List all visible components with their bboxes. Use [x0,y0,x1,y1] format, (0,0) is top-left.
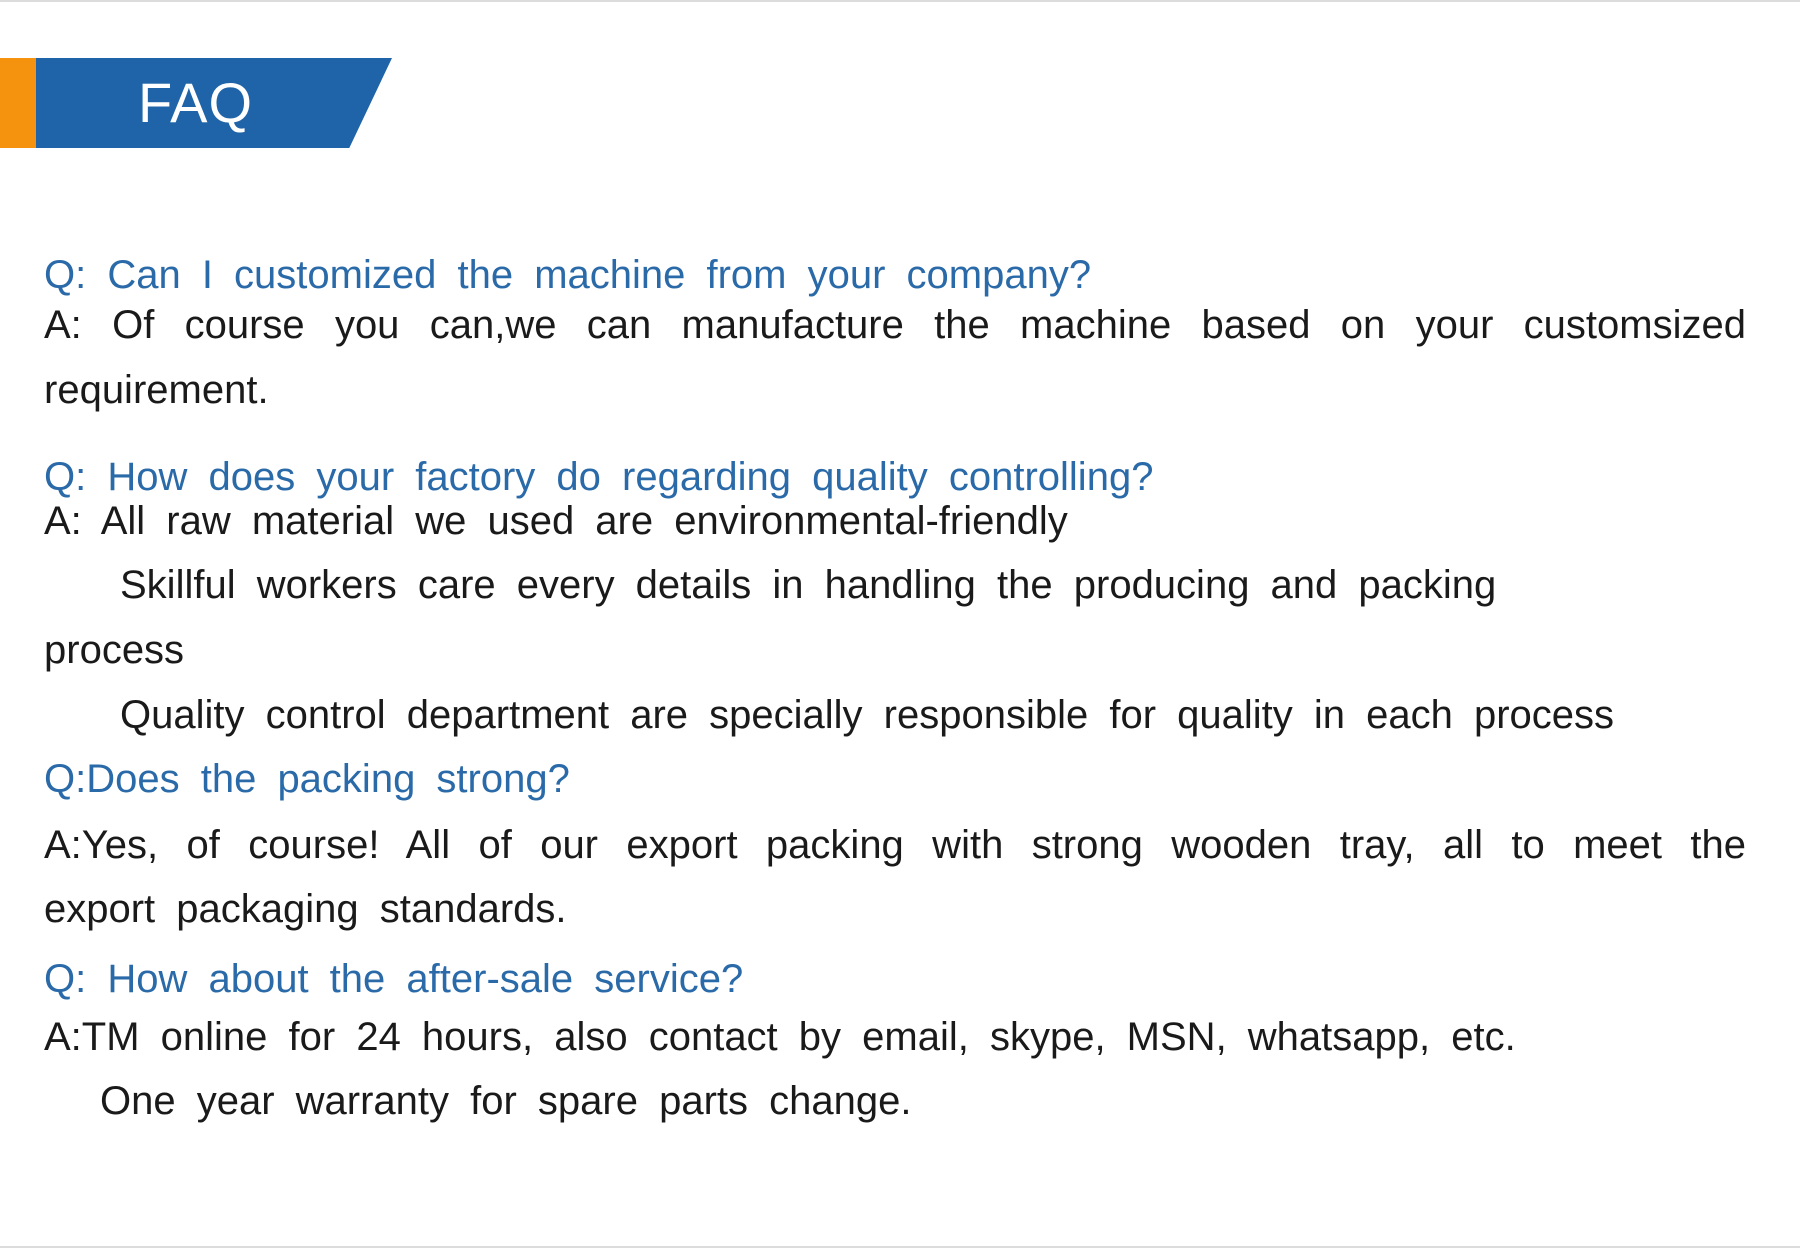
faq-question-2: Q: How does your factory do regarding quality controlling? [44,455,1154,499]
faq-answer-3-line-1: A:Yes, of course! All of our export packing with strong wooden tray, all to meet the [44,823,1746,867]
header-accent-bar [0,58,36,148]
faq-header [0,58,392,148]
faq-question-3: Q:Does the packing strong? [44,757,570,801]
faq-answer-2-line-2: Skillful workers care every details in handling the producing and packing [120,563,1497,607]
faq-answer-1-line-2: requirement. [44,368,269,412]
faq-question-4: Q: How about the after-sale service? [44,957,744,1001]
faq-answer-2-line-3: process [44,628,185,672]
page-title: FAQ [138,71,254,134]
faq-answer-4-line-1: A:TM online for 24 hours, also contact by email, skype, MSN, whatsapp, etc. [44,1015,1516,1059]
faq-question-1: Q: Can I customized the machine from your company? [44,253,1092,297]
faq-answer-2-line-1: A: All raw material we used are environmental-friendly [44,499,1068,543]
faq-answer-4-line-2: One year warranty for spare parts change. [100,1079,912,1123]
faq-answer-3-line-2: export packaging standards. [44,887,567,931]
faq-answer-2-line-4: Quality control department are specially responsible for quality in each process [120,693,1615,737]
faq-answer-1-line-1: A: Of course you can,we can manufacture the machine based on your customsized [44,303,1746,347]
